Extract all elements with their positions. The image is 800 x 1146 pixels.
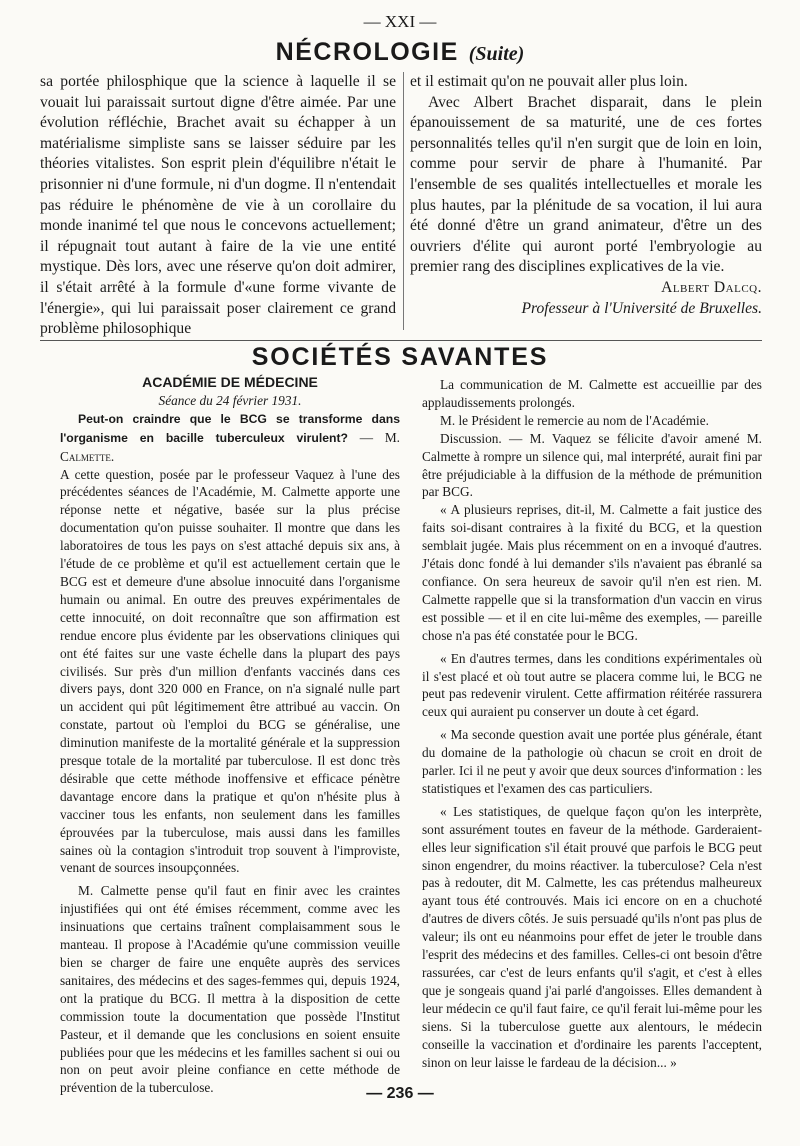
societes-paragraph: « Ma seconde question avait une portée plus générale, étant du domaine de la pathologie où chacun se croit en droit de parler. Ici il ne peut y avoir que deux sources d'information : les statistiques et l'examen des cas particuliers.: [422, 727, 762, 796]
necrology-paragraph: Avec Albert Brachet disparait, dans le plein épanouissement de sa maturité, une de ces fortes personnalités telles qu'il n'en surgit que de loin en loin, comme pour servir de phare à l'humanité. Par l'ensemble de ses qualités intellectuelles et morale les plus hautes, par la plénitude de sa vocation, il lui aura été donné d'être un grand animateur, d'être un des ouvriers d'élite qui auront porté l'embryologie au premier rang des disciplines explicatives de la vie.: [410, 93, 762, 276]
necrology-paragraph: et il estimait qu'on ne pouvait aller plus loin.: [410, 73, 688, 90]
societes-left-column: [60, 374, 400, 1097]
page-number: — 236 —: [366, 1085, 434, 1102]
column-divider: [403, 72, 404, 330]
session-date: Séance du 24 février 1931.: [158, 392, 302, 408]
societes-title: SOCIÉTÉS SAVANTES: [251, 343, 549, 371]
necrology-right-column: [410, 72, 762, 319]
societes-paragraph: La communication de M. Calmette est accueillie par des applaudissements prolongés.: [422, 377, 762, 410]
section-divider: [40, 340, 762, 341]
societes-paragraph: M. Calmette pense qu'il faut en finir avec les craintes injustifiées qui ont été émises récemment, comme avec les insinuations que certains traînent complaisamment sous le manteau. Il propose à l'Académie qu'une commission veuille bien se charger de faire une enquête auprès des services sanitaires, des médecins et des sages-femmes qui, depuis 1924, ont la pratique du BCG. Il mettra à la disposition de cette commission toute la documentation que possède l'Institut Pasteur, et il demande que les conclusions en soient ensuite publiées pour que les médecins et les familles sachent si oui ou non on peut avoir pleine confiance en cette méthode de prévention de la tuberculose.: [60, 883, 400, 1096]
necrology-title: NÉCROLOGIE: [275, 38, 459, 66]
societes-paragraph: « En d'autres termes, dans les conditions expérimentales où il s'est placé et où tout autre se placera comme lui, le BCG ne peut pas redevenir virulent. Cette affirmation réitérée rassurera ceux qui auraient pu conserver un doute à cet égard.: [422, 650, 762, 720]
societes-right-column: [422, 376, 762, 1071]
page-roman-number: — XXI —: [363, 12, 437, 31]
author-signature: Albert Dalcq.: [661, 278, 762, 296]
necrology-heading: [0, 38, 800, 67]
necrology-paragraph: sa portée philosphique que la science à laquelle il se vouait lui paraissait surtout digne d'être aimée. Par une évolution réfléchie, Brachet avait su échapper à un matérialisme simpliste sans se laisser séduire par les théories vitalistes. Son esprit plein d'équilibre n'était le prisonnier ni d'une formule, ni d'un dogme. Il n'entendait pas réduire le phénomène de vie à un corollaire du monde inanimé tel que nous le concevons actuellement; il répugnait tout autant à faire de la vie une entité mystique. Dès lors, avec une réserve qu'on doit admirer, il s'était arrêté à la formule d'«une forme vivante de l'énergie», qui lui paraissait poser clairement ce grand problème philosophique: [40, 73, 396, 338]
necrology-suffix: (Suite): [468, 43, 525, 65]
societes-paragraph: A cette question, posée par le professeur Vaquez à l'une des précédentes séances de l'Académie, M. Calmette apporte une réponse nette et négative, basée sur la plus précise documentation qu'on puisse souhaiter. Il montre que dans les laboratoires de tous les pays on s'est attaché depuis six ans, à l'étude de ce problème et qu'il est actuellement certain que le BCG est et demeure d'une absolue innocuité dans l'organisme humain ou animal. En outre des preuves expérimentales de cette innocuité, on doit reconnaître que son affirmation est rendue encore plus évidente par les observations cliniques qui ont été faites sur une vaste échelle dans la plupart des pays civilisés. Sur près d'un million d'enfants vaccinés dans ces divers pays, dont 320 000 en France, on n'a signalé nulle part un accident qui pût légitimement être attribué au vaccin. On constate, partout où l'emploi du BCG se généralise, une diminution manifeste de la mortalité générale et la suppression presque totale de la mortalité par tuberculose. Il est donc très désirable que cette méthode inoffensive et efficace pénètre davantage encore dans la pratique et qu'on n'hésite plus à vacciner tous les enfants, non seulement dans les familles éprouvées par la tuberculose, mais aussi dans les familles saines où la contagion s'introduit trop souvent à l'improviste, venant de sources insoupçonnées.: [60, 466, 400, 876]
academy-title: ACADÉMIE DE MÉDECINE: [142, 374, 318, 390]
question-paragraph: [60, 410, 400, 466]
societes-paragraph: Discussion. — M. Vaquez se félicite d'avoir amené M. Calmette à rompre un silence qui, mal interprété, aurait fini par être préjudiciable à la diffusion de la méthode de prémunition par BCG.: [422, 430, 762, 500]
question-title: Peut-on craindre que le BCG se transforme dans l'organisme en bacille tuberculeux virulent?: [60, 411, 400, 445]
author-affiliation: Professeur à l'Université de Bruxelles.: [521, 299, 762, 317]
necrology-left-column: [40, 72, 396, 340]
societes-paragraph: M. le Président le remercie au nom de l'Académie.: [440, 412, 709, 428]
societes-paragraph: « Les statistiques, de quelque façon qu'on les interprète, sont assurément toutes en faveur de la méthode. Garderaient-elles leur signification s'il était prouvé que parfois le BCG peut sinon engendrer, du moins réactiver. la tuberculose? Cela n'est pas à redouter, dit M. Calmette, les cas prétendus malheureux ayant tous été controuvés. Mais ici encore on en a chuchoté d'autres de divers côtés. Je suis persuadé qu'ils n'ont pas plus de valeur; ils ont eu néanmoins pour effet de jeter le trouble dans l'esprit des médecins et des familles. Celles-ci ont besoin d'être rassurées, car c'est de leurs enfants qu'il s'agit, et c'est à elles que je songeais quand j'ai parlé d'angoisses. Elles demandent à leur médecin ce qu'il faut faire, ce qu'il ferait lui-même pour les siens. Si la tuberculose guette aux alentours, le médecin conseille la vaccination et d'ordinaire les parents l'acceptent, sinon on leur laisse le fardeau de la décision... »: [422, 803, 762, 1070]
question-lead: — M. Calmette.: [60, 429, 400, 464]
societes-paragraph: « A plusieurs reprises, dit-il, M. Calmette a fait justice des faits soi-disant contraires à la fixité du BCG, et la question semblait jugée. Mais plus récemment on en a invoqué d'autres. J'étais donc fondé à lui demander s'ils n'avaient pas ébranlé sa confiance. On sera heureux de savoir qu'il n'en est rien. M. Calmette rappelle que si la transformation d'un vaccin en virus est possible — et il en cite lui-même des exemples, — pareille chose n'a pas été constatée pour le BCG.: [422, 502, 762, 643]
